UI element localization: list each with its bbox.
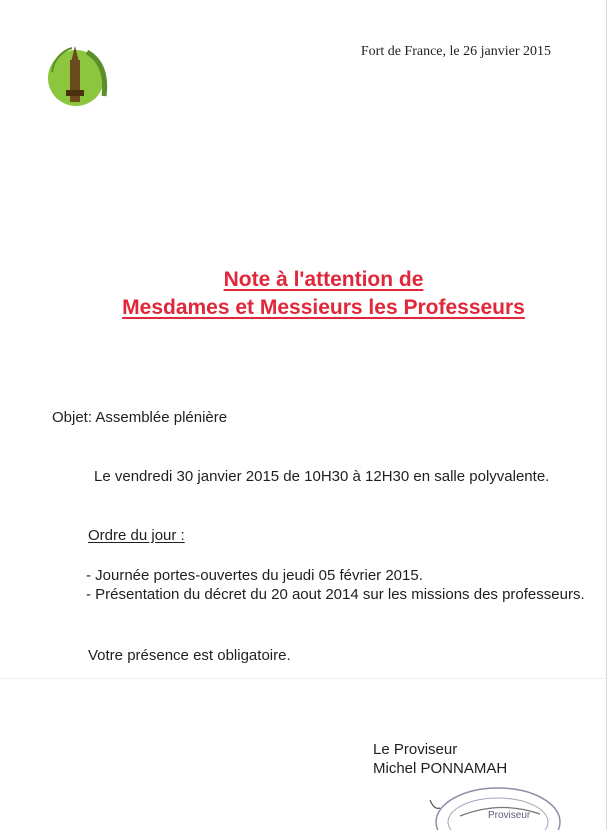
scan-line bbox=[0, 678, 607, 679]
objet-line: Objet: Assemblée plénière bbox=[52, 409, 228, 426]
signature-name: Michel PONNAMAH bbox=[373, 760, 508, 777]
title-line-1: Note à l'attention de bbox=[223, 268, 424, 291]
school-logo bbox=[42, 38, 118, 114]
date-line: Fort de France, le 26 janvier 2015 bbox=[360, 44, 551, 59]
signature-title: Le Proviseur bbox=[373, 741, 458, 758]
meeting-text: Le vendredi 30 janvier 2015 de 10H30 à 12H30 en salle polyvalente. bbox=[94, 468, 550, 485]
agenda-heading: Ordre du jour : bbox=[88, 527, 185, 544]
presence-notice: Votre présence est obligatoire. bbox=[88, 647, 291, 664]
note-title bbox=[0, 266, 607, 322]
agenda-list bbox=[52, 566, 597, 604]
stamp-text: Proviseur bbox=[488, 810, 531, 821]
official-stamp bbox=[420, 770, 570, 830]
title-line-2: Mesdames et Messieurs les Professeurs bbox=[122, 296, 525, 319]
agenda-item: - Présentation du décret du 20 aout 2014 sur les missions des professeurs. bbox=[86, 586, 585, 603]
agenda-item: - Journée portes-ouvertes du jeudi 05 février 2015. bbox=[86, 567, 423, 584]
meeting-paragraph bbox=[52, 467, 597, 486]
